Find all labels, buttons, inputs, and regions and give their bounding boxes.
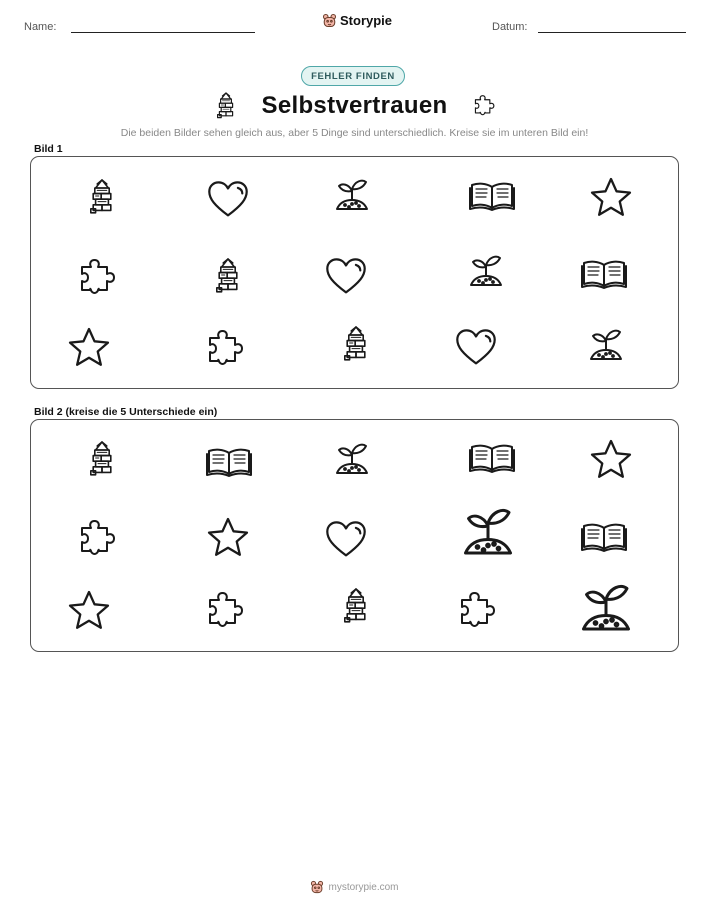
- book-icon[interactable]: [205, 445, 253, 479]
- footer: [0, 880, 709, 894]
- sprout-icon[interactable]: [576, 578, 636, 638]
- star-icon: [66, 325, 112, 371]
- sprout-icon: [586, 324, 626, 366]
- puzzle-icon: [472, 94, 495, 117]
- instructions: Die beiden Bilder sehen gleich aus, aber 5 Dinge sind unterschiedlich. Kreise sie im unteren Bild ein!: [120, 127, 589, 139]
- sprout-icon[interactable]: [332, 438, 372, 480]
- storypie-logo-icon: [322, 13, 337, 28]
- sprout-icon: [332, 175, 372, 215]
- sprout-icon[interactable]: [458, 502, 518, 562]
- book-icon: [580, 258, 628, 290]
- tower-icon: [340, 318, 372, 368]
- tower-icon: [86, 172, 118, 220]
- tower-icon[interactable]: [340, 580, 372, 630]
- book-icon[interactable]: [580, 520, 628, 554]
- tower-icon[interactable]: [86, 434, 118, 482]
- puzzle-icon[interactable]: [204, 588, 244, 632]
- puzzle-icon: [204, 326, 244, 370]
- name-label: Name:: [24, 21, 57, 33]
- heart-icon[interactable]: [324, 518, 368, 562]
- picture1-label: Bild 1: [34, 143, 63, 155]
- footer-link[interactable]: mystorypie.com: [328, 881, 399, 893]
- date-label: Datum:: [492, 21, 528, 33]
- star-icon: [588, 175, 634, 221]
- book-icon[interactable]: [468, 442, 516, 474]
- book-icon: [468, 180, 516, 212]
- heart-icon: [206, 178, 250, 222]
- star-icon[interactable]: [588, 437, 634, 483]
- heart-icon: [454, 326, 498, 370]
- puzzle-icon[interactable]: [456, 588, 496, 632]
- name-line[interactable]: [71, 32, 255, 33]
- storypie-logo-icon: [310, 880, 324, 894]
- star-icon[interactable]: [66, 588, 112, 634]
- sprout-icon: [466, 250, 506, 292]
- puzzle-icon: [76, 255, 116, 299]
- activity-badge: FEHLER FINDEN: [301, 66, 405, 86]
- picture2-label: Bild 2 (kreise die 5 Unterschiede ein): [34, 406, 218, 418]
- tower-icon: [212, 250, 244, 300]
- puzzle-icon[interactable]: [76, 516, 116, 560]
- heart-icon: [324, 255, 368, 299]
- star-icon[interactable]: [205, 515, 251, 561]
- brand-name: Storypie: [340, 13, 393, 28]
- brand: [322, 13, 392, 28]
- page-title: Selbstvertrauen: [261, 92, 448, 119]
- date-line[interactable]: [538, 32, 686, 33]
